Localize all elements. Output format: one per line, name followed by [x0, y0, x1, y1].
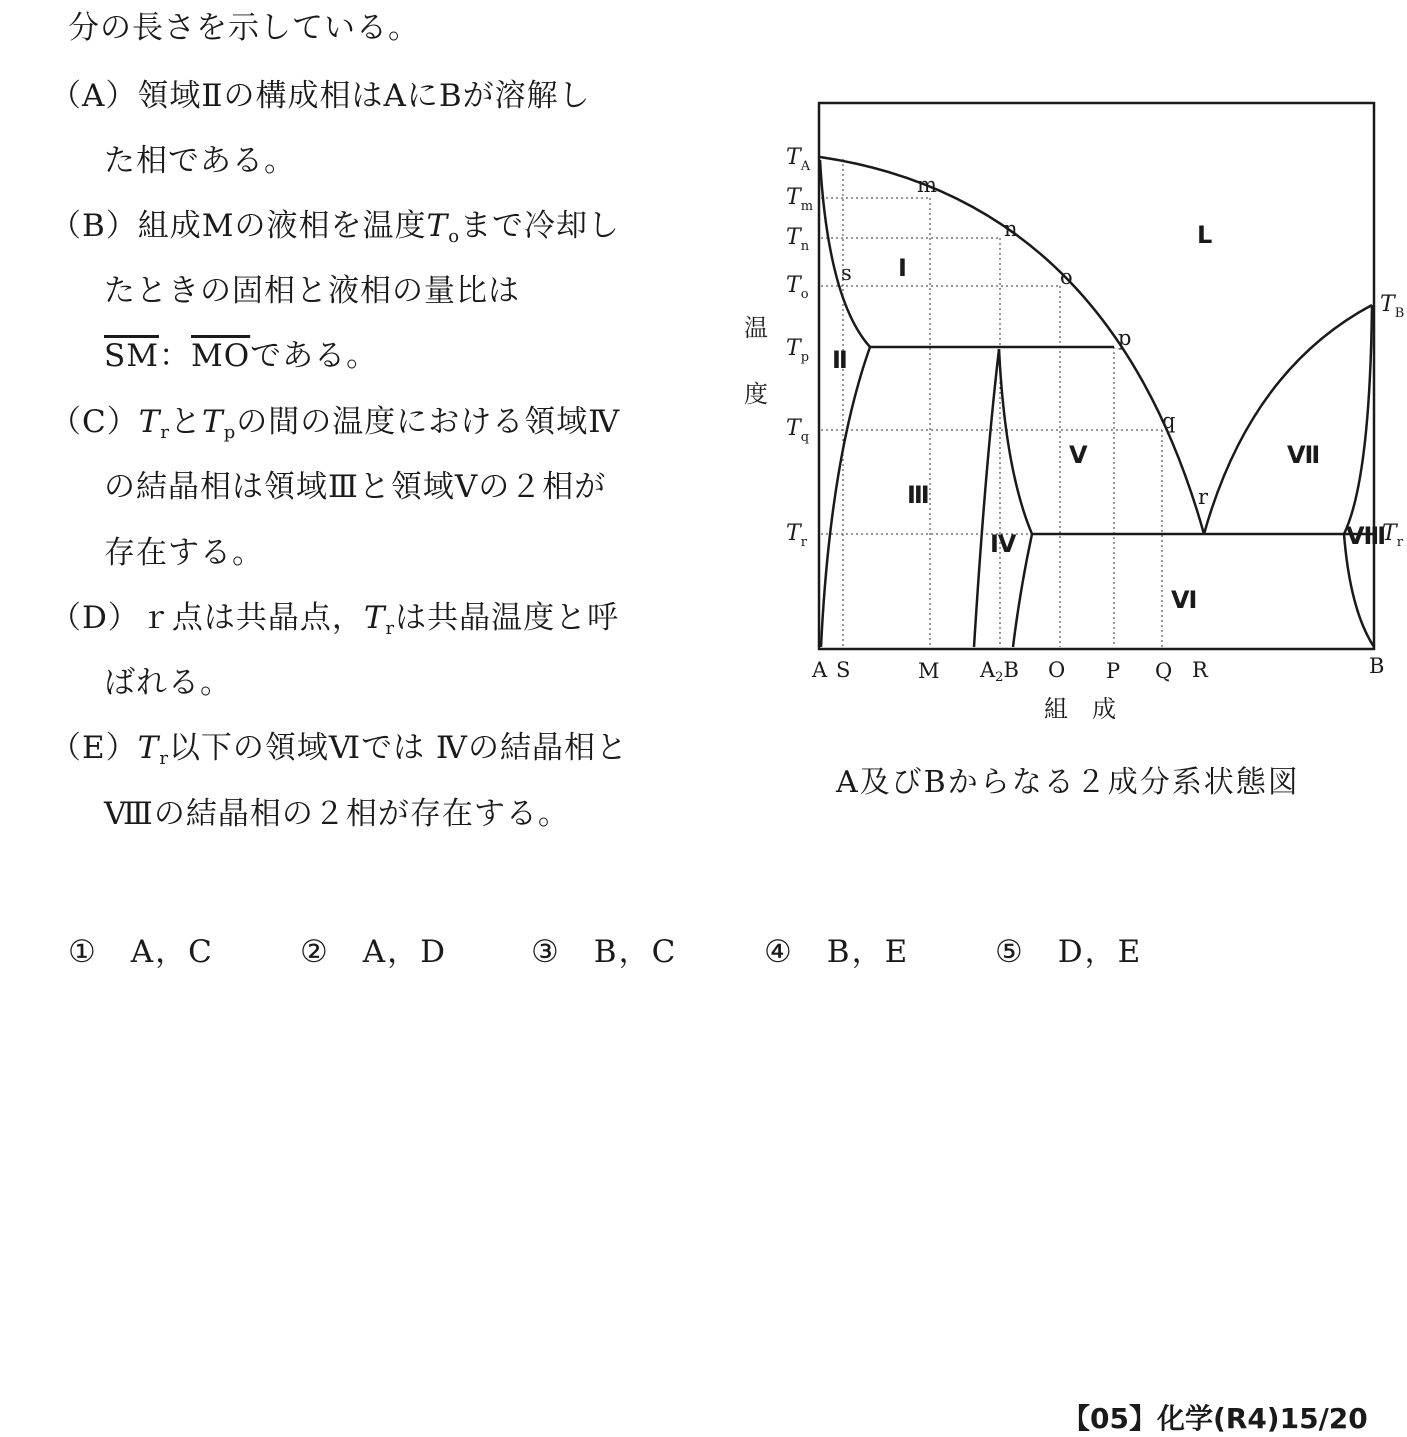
- svg-text:A2B: A2B: [980, 658, 1019, 685]
- choice-1-text: A，C: [130, 934, 214, 970]
- statement-b-temp: $T_o$: [426, 208, 461, 247]
- svg-text:A: A: [812, 658, 828, 682]
- svg-text:r: r: [1198, 485, 1209, 509]
- svg-text:Ⅲ: Ⅲ: [907, 481, 930, 509]
- choice-4[interactable]: [764, 926, 909, 971]
- choice-2[interactable]: [300, 926, 447, 971]
- svg-text:S: S: [836, 658, 851, 682]
- statement-b-line3: [104, 338, 378, 374]
- svg-text:q: q: [1162, 409, 1176, 433]
- ratio-colon: ：: [158, 338, 191, 374]
- statement-c-line3: 存在する。: [104, 535, 264, 571]
- choice-1-number: ①: [68, 934, 98, 970]
- liquidus-a-side: [820, 157, 1204, 534]
- solidus-b-side: [1344, 305, 1372, 534]
- solidus-a-side: [820, 160, 870, 347]
- svg-text:TA: $T_A$: [786, 145, 811, 174]
- statement-c-and: と: [170, 404, 203, 440]
- statement-b-line2: たときの固相と液相の量比は: [104, 273, 520, 309]
- choice-3-number: ③: [531, 934, 561, 970]
- svg-text:Ⅴ: Ⅴ: [1069, 441, 1088, 469]
- intro-line: 分の長さを示している。: [68, 10, 420, 46]
- segment-sm: $\overline{SM}$: [104, 338, 159, 374]
- compound-right-upper: [999, 349, 1032, 534]
- svg-text:o: o: [1060, 265, 1073, 289]
- svg-text:Tn: $T_n$: [786, 225, 810, 254]
- x-tick-labels: [811, 654, 1384, 685]
- svg-text:Ⅶ: Ⅶ: [1287, 441, 1321, 469]
- choice-4-number: ④: [764, 934, 794, 970]
- page-footer: 【05】化学(R4)15/20: [1062, 1402, 1368, 1435]
- phase-diagram: [744, 90, 1407, 730]
- statement-d-text-pre: ｒ点は共晶点，: [139, 600, 364, 636]
- statement-e-line1: [50, 730, 628, 777]
- point-labels: [841, 173, 1209, 509]
- x-axis-label: 組 成: [1044, 695, 1116, 723]
- svg-text:Tm: $T_m$: [786, 185, 814, 214]
- choice-2-text: A，D: [362, 934, 448, 970]
- svg-text:m: m: [917, 173, 937, 197]
- choice-5[interactable]: [995, 926, 1142, 971]
- choice-5-text: D，E: [1057, 934, 1143, 970]
- svg-text:Ⅵ: Ⅵ: [1171, 586, 1198, 614]
- statement-c-temp-p: $T_p$: [202, 404, 237, 443]
- y-axis-label-1: 温: [744, 314, 768, 342]
- svg-text:R: R: [1192, 658, 1208, 682]
- statement-e-temp: $T_r$: [137, 730, 169, 769]
- svg-text:L: L: [1197, 221, 1213, 249]
- statement-e-label: （E）: [50, 730, 138, 766]
- svg-text:TB: $T_B$: [1380, 292, 1405, 321]
- diagram-caption: A及びBからなる２成分系状態図: [836, 765, 1300, 800]
- choice-3[interactable]: [531, 926, 677, 971]
- liquidus-b-side: [1204, 305, 1372, 534]
- statement-a-text: 領域Ⅱの構成相はAにBが溶解し: [137, 78, 591, 114]
- statement-a-line2: た相である。: [104, 143, 296, 179]
- svg-text:s: s: [841, 261, 852, 285]
- svg-text:p: p: [1118, 326, 1132, 350]
- choice-2-number: ②: [300, 934, 330, 970]
- diagram-frame: [819, 103, 1374, 649]
- statement-c-temp-r: $T_r$: [138, 404, 171, 443]
- svg-text:Tr: $T_r$: [786, 521, 807, 550]
- svg-text:Ⅷ: Ⅷ: [1346, 522, 1387, 550]
- statement-c-text: の間の温度における領域Ⅳ: [236, 404, 621, 440]
- svg-text:n: n: [1004, 217, 1018, 241]
- statement-c-line1: [50, 404, 620, 451]
- phase-boundaries: [820, 157, 1374, 647]
- statement-d-line2: ばれる。: [104, 665, 232, 701]
- statement-e-line2: Ⅷの結晶相の２相が存在する。: [104, 796, 570, 832]
- choice-3-text: B，C: [593, 934, 678, 970]
- svg-text:Ⅳ: Ⅳ: [990, 530, 1017, 558]
- statement-d-text-post: は共晶温度と呼: [395, 600, 620, 636]
- svg-text:P: P: [1106, 659, 1121, 683]
- statement-d-label: （D）: [50, 600, 140, 636]
- statement-a-label: （A）: [50, 78, 138, 114]
- guide-lines: [821, 159, 1162, 647]
- statement-d-temp: $T_r$: [363, 600, 396, 639]
- statement-b-text-pre: 組成Mの液相を温度: [137, 208, 427, 244]
- segment-mo: $\overline{MO}$: [190, 338, 251, 374]
- statement-b-text-post: まで冷却し: [460, 208, 621, 244]
- compound-left-boundary: [974, 349, 999, 647]
- statement-b-line1: [50, 208, 620, 255]
- statement-c-line2: の結晶相は領域Ⅲと領域Ⅴの２相が: [104, 469, 607, 505]
- statement-b-label: （B）: [50, 208, 138, 244]
- svg-text:M: M: [918, 659, 940, 683]
- region-labels: [832, 221, 1386, 614]
- svg-text:Tr: $T_r$: [1382, 521, 1403, 550]
- solvus-a-side: [821, 347, 870, 647]
- svg-text:Ⅰ: Ⅰ: [898, 254, 907, 282]
- statement-a-line1: [50, 78, 591, 114]
- svg-text:Tq: $T_q$: [786, 416, 810, 445]
- svg-text:To: $T_o$: [786, 273, 809, 302]
- statement-d-line1: [50, 600, 619, 647]
- y-axis-label-2: 度: [744, 380, 768, 408]
- svg-text:Q: Q: [1155, 659, 1173, 683]
- svg-text:Ⅱ: Ⅱ: [832, 346, 848, 374]
- svg-text:O: O: [1048, 658, 1066, 682]
- svg-text:B: B: [1369, 654, 1385, 678]
- statement-e-text: 以下の領域Ⅵでは Ⅳの結晶相と: [168, 730, 628, 766]
- statement-b-text-end: である。: [250, 338, 379, 374]
- choice-1[interactable]: [68, 926, 214, 971]
- choice-5-number: ⑤: [995, 934, 1025, 970]
- solvus-b-side: [1344, 534, 1374, 647]
- statement-c-label: （C）: [50, 404, 139, 440]
- choice-4-text: B，E: [826, 934, 910, 970]
- svg-text:Tp: $T_p$: [786, 336, 810, 365]
